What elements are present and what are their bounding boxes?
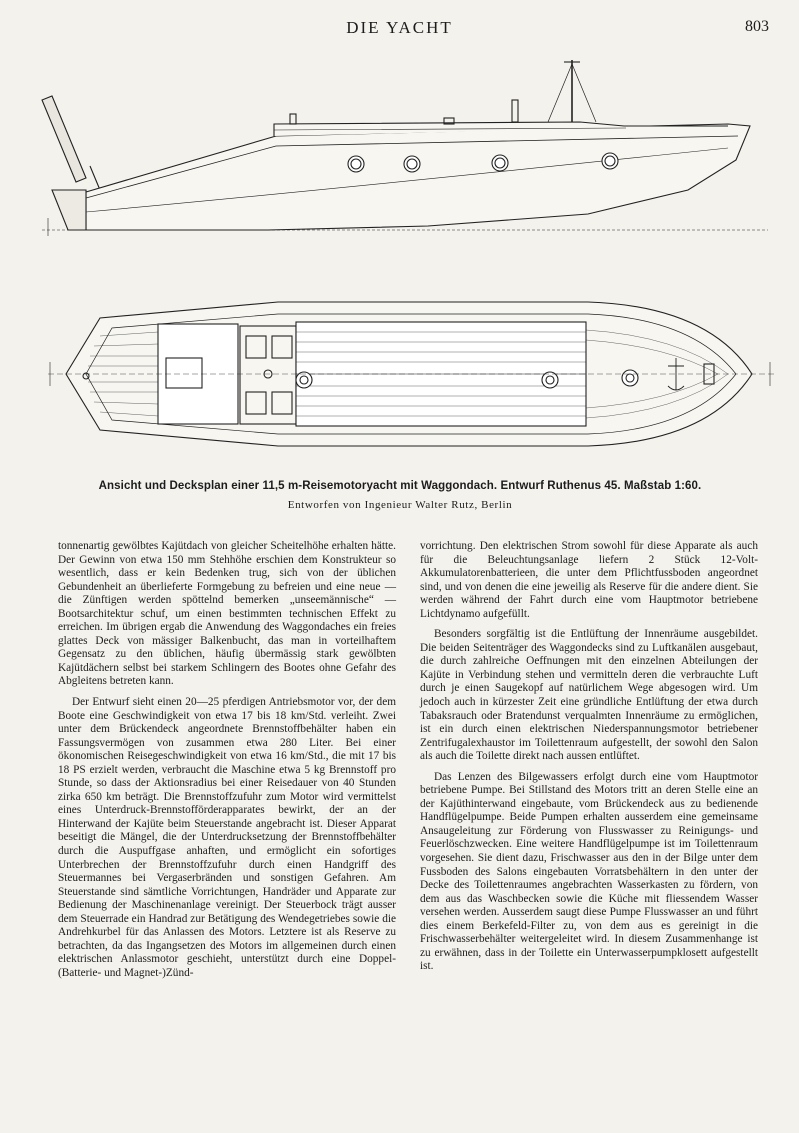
side-elevation xyxy=(42,60,768,236)
paragraph: vorrichtung. Den elektrischen Strom sowohl für diese Apparate als auch für die Beleuchtungsanlage liefern 2 Stück 12-Volt-Akkumulatorenbatterieen, die unter dem Pflichtfussboden angeordnet sind, und von denen die eine jeweilig als Reserve für die andere dient. Sie werden während der Fahrt durch eine vom Hauptmotor betriebene Lichtdynamo aufgefüllt. xyxy=(420,540,758,620)
running-header xyxy=(0,14,799,42)
paragraph: Besonders sorgfältig ist die Entlüftung der Innenräume ausgebildet. Die beiden Seitenträger des Waggondecks sind zu Luftkanälen ausgebaut, die durch zahlreiche Oeffnungen mit den einzelnen Abteilungen der Kajüte in Verbindung stehen und vermitteln deren die verbrauchte Luft durch je einen Saugekopf auf natürlichem Wege abgesogen wird. Um jedoch auch in kürzester Zeit eine gründliche Entlüftung der etwa durch Tabaksrauch oder Bratendunst verqualmten Innenräume zu ermöglichen, ist ein durch einen elektrischen Niederspannungsmotor betriebener Zentrifugalexhaustor im Toilettenraum aufgestellt, der sowohl den Salon als auch die Toilette direkt nach aussen entlüftet. xyxy=(420,628,758,763)
yacht-drawing xyxy=(28,40,776,470)
paragraph: tonnenartig gewölbtes Kajütdach von gleicher Scheitelhöhe erhalten hätte. Der Gewinn von etwa 150 mm Stehhöhe erschien dem Konstrukteur so wesentlich, dass er kein Bedenken trug, sich von der üblichen Gebundenheit an überlieferte Formgebung zu befreien und eine neue — die Zünftigen werden spöttelnd bemerken „unseemännische“ — Bootsarchitektur schuf, um einen bestimmten technischen Effekt zu erreichen. Im übrigen ergab die Anwendung des Waggondaches ein freies glattes Deck von mässiger Balkenbucht, das man in vorteilhaftem Gegensatz zu den üblichen, häufig übermässig stark gewölbten Kajütdächern selbst bei starkem Schlingern des Bootes ohne Gefahr des Abgleitens betreten kann. xyxy=(58,540,396,688)
yacht-plan-svg xyxy=(28,40,776,470)
figure-credit: Entworfen von Ingenieur Walter Rutz, Berlin xyxy=(287,499,513,511)
text-column-left xyxy=(58,540,396,981)
paragraph: Das Lenzen des Bilgewassers erfolgt durch eine vom Hauptmotor betriebene Pumpe. Bei Stillstand des Motors tritt an deren Stelle eine an der Kajüthinterwand eingebaute, vom Brückendeck aus zu bedienende Handflügelpumpe. Beide Pumpen erhalten ausserdem eine gemeinsame Ansaugeleitung zur Förderung von Flusswasser zu Reinigungs- und Feuerlöschzwecken. Eine weitere Handflügelpumpe ist im Toilettenraum vorgesehen. Sie dient dazu, Frischwasser aus den in der Bilge unter dem Fussboden des Salons eingebauten Vorratsbehältern in den unter der Decke des Toilettenraumes angebrachten Wasserkasten zu fördern, von dem aus das Waschbecken sowie die Küche mit fliessendem Wasser versehen werden. Ausserdem saugt diese Pumpe Flusswasser an und führt dies einem Berkefeld-Filter zu, von dem aus es gereinigt in die Frischwasserbehälter weitergeleitet wird. In diesem Zusammenhange ist zu erwähnen, dass in der Toilette ein Unterwasserpumpklosett aufgestellt ist. xyxy=(420,770,758,973)
running-title: DIE YACHT xyxy=(346,18,453,37)
paragraph: Der Entwurf sieht einen 20—25 pferdigen Antriebsmotor vor, der dem Boote eine Geschwindigkeit von etwa 17 bis 18 km/Std. verleiht. Zwei unter dem Brückendeck angeordnete Brennstoffbehälter haben ein Fassungsvermögen von zusammen etwa 280 Liter. Bei einer ökonomischen Reisegeschwindigkeit von etwa 16 km/Std., die mit 17 bis 18 PS erzielt werden, verbraucht die Maschine etwa 5 kg Brennstoff pro Stunde, so dass der Aktionsradius bei einer Reisedauer von 40 Stunden zirka 650 km beträgt. Die Brennstoffzufuhr zum Motor wird vermittelst eines Unterdruck-Brennstofförderapparates bewirkt, der an der Hinterwand der Kajüte beim Steuerstande angebracht ist. Dieser Apparat beseitigt die Mängel, die der Unterdrucksetzung der Brennstoffbehälter durch die Auspuffgase anhaften, und ermöglicht ein sofortiges Unterbrechen der Brennstoffzufuhr durch einen Handgriff des Steuermannes bei Vergaserbränden und sonstigen Gefahren. Am Steuerstande sind sämtliche Vorrichtungen, Handräder und Apparate zur Bedienung der Maschinenanlage vereinigt. Der Steuerbock trägt ausser dem Steuerrade ein Handrad zur Betätigung des Wendegetriebes sowie die Andrehkurbel für das Anlassen des Motors. Letztere ist als Reserve zu betrachten, da das Ingangsetzen des Motors im allgemeinen durch einen elektrischen Anlassmotor geschieht, unterstützt durch eine Doppel-(Batterie- und Magnet-)Zünd- xyxy=(58,696,396,979)
deck-plan xyxy=(48,302,774,446)
page-number: 803 xyxy=(745,18,769,35)
text-column-right xyxy=(420,540,758,974)
figure-caption: Ansicht und Decksplan einer 11,5 m-Reisemotoryacht mit Waggondach. Entwurf Ruthenus 45. Maßstab 1:60. xyxy=(98,480,702,492)
